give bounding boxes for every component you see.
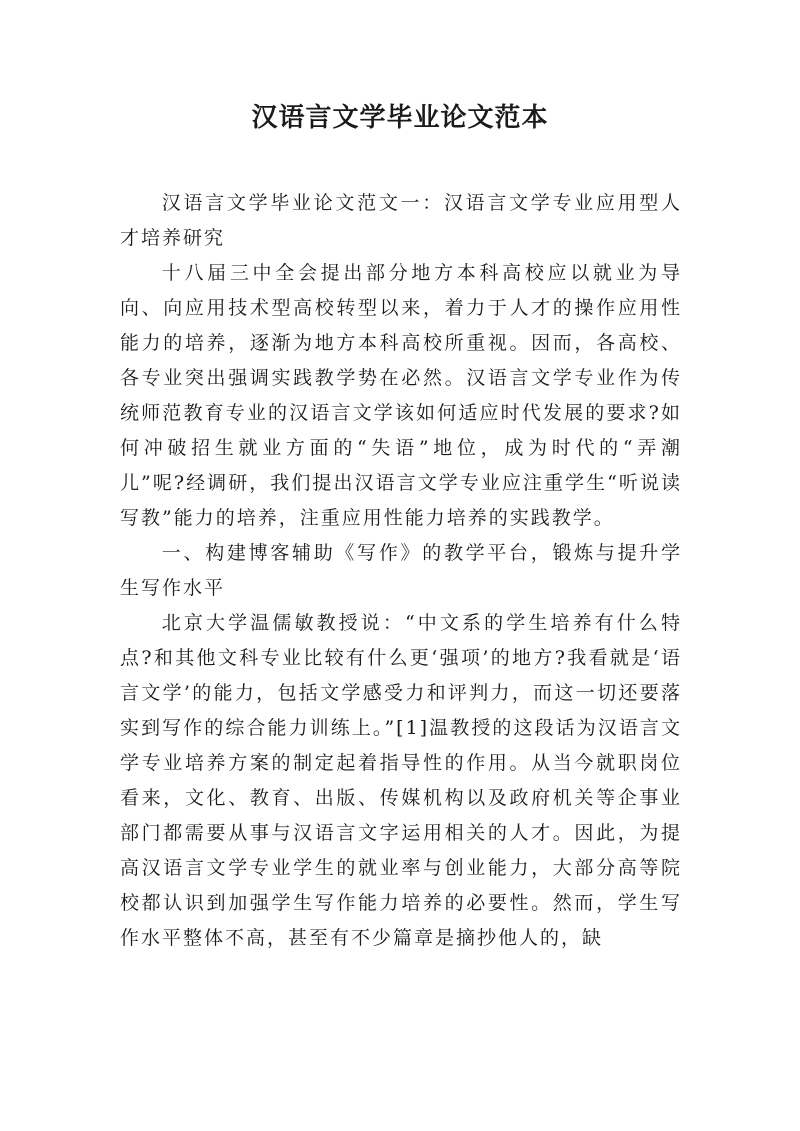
paragraph-quote: 北京大学温儒敏教授说：“中文系的学生培养有什么特点?和其他文科专业比较有什么更‘强项’的地方?我看就是‘语言文学’的能力，包括文学感受力和评判力，而这一切还要落实到写作的综合能力训练上。”[1]温教授的这段话为汉语言文学专业培养方案的制定起着指导性的作用。从当今就职岗位看来，文化、教育、出版、传媒机构以及政府机关等企事业部门都需要从事与汉语言文字运用相关的人才。因此，为提高汉语言文学专业学生的就业率与创业能力，大部分高等院校都认识到加强学生写作能力培养的必要性。然而，学生写作水平整体不高，甚至有不少篇章是摘抄他人的，缺 — [120, 612, 682, 949]
paragraph-subtitle: 汉语言文学毕业论文范文一：汉语言文学专业应用型人才培养研究 — [120, 192, 682, 249]
paragraph-section-heading: 一、构建博客辅助《写作》的教学平台，锻炼与提升学生写作水平 — [120, 542, 682, 599]
document-title: 汉语言文学毕业论文范本 — [251, 103, 549, 133]
paragraph-intro: 十八届三中全会提出部分地方本科高校应以就业为导向、向应用技术型高校转型以来，着力于人才的操作应用性能力的培养，逐渐为地方本科高校所重视。因而，各高校、各专业突出强调实践教学势在必然。汉语言文学专业作为传统师范教育专业的汉语言文学该如何适应时代发展的要求?如何冲破招生就业方面的“失语”地位，成为时代的“弄潮儿”呢?经调研，我们提出汉语言文学专业应注重学生“听说读写教”能力的培养，注重应用性能力培养的实践教学。 — [120, 262, 682, 529]
document-body — [120, 186, 682, 956]
